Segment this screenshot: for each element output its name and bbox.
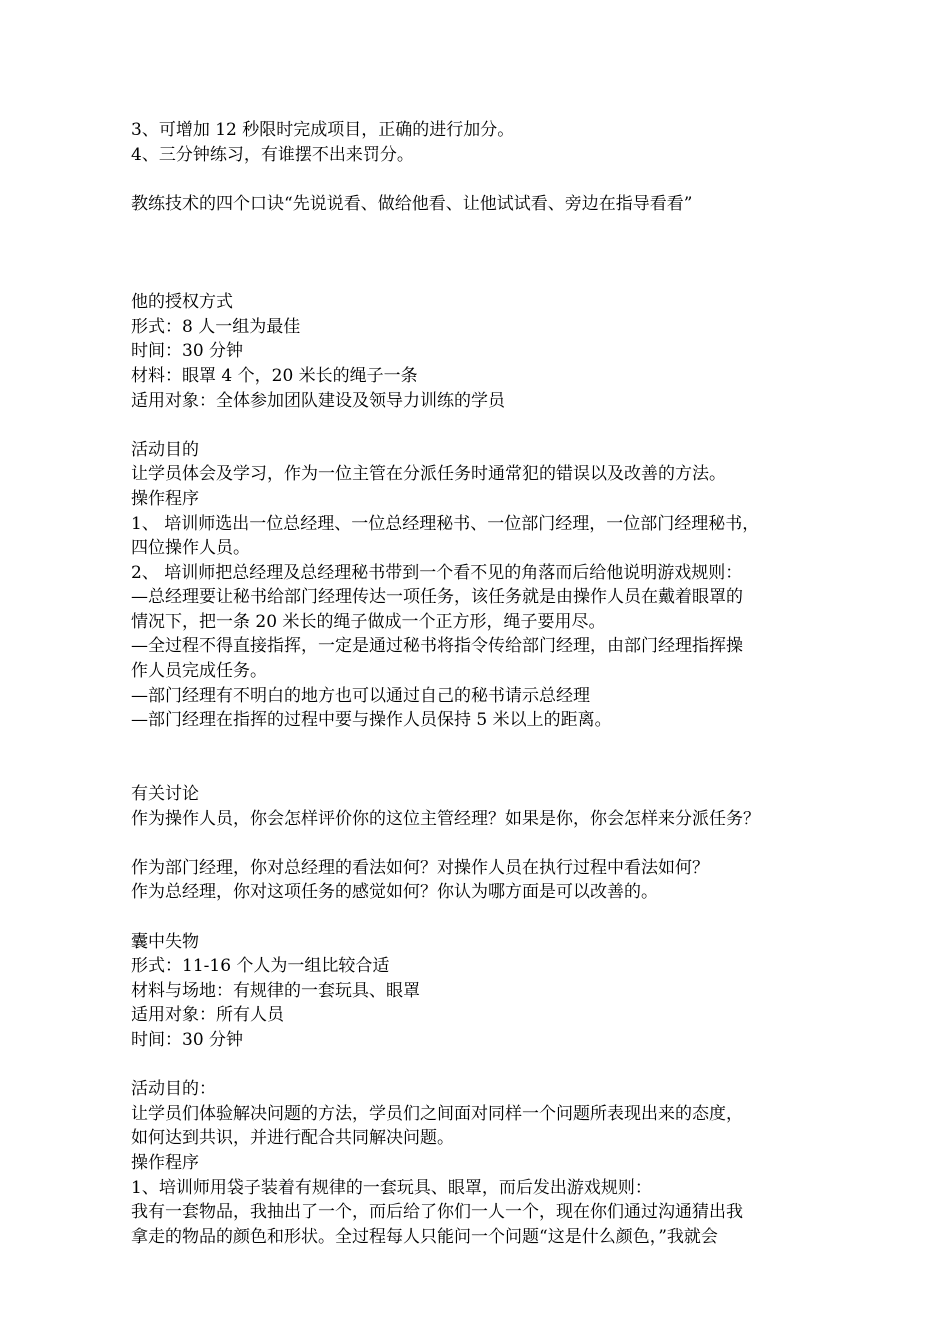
rule: —部门经理在指挥的过程中要与操作人员保持 5 米以上的距离。 xyxy=(131,710,612,731)
time: 时间：30 分钟 xyxy=(131,1029,244,1050)
form: 形式：8 人一组为最佳 xyxy=(131,316,301,337)
coaching-tips: 教练技术的四个口诀“先说说看、做给他看、让他试试看、旁边在指导看看” xyxy=(131,193,693,214)
blank-line xyxy=(131,241,836,266)
heading: 操作程序 xyxy=(131,488,199,509)
blank-line xyxy=(131,216,836,241)
document-body xyxy=(131,118,836,1249)
rule-3: 3、可增加 12 秒限时完成项目，正确的进行加分。 xyxy=(131,120,515,140)
audience: 适用对象：所有人员 xyxy=(131,1005,284,1026)
question: 作为总经理，你对这项任务的感觉如何？你认为哪方面是可以改善的。 xyxy=(131,882,658,903)
step-1: 1、培训师用袋子装着有规律的一套玩具、眼罩，而后发出游戏规则： xyxy=(131,1177,652,1198)
heading: 活动目的： xyxy=(131,1079,216,1100)
blank-line xyxy=(131,266,836,291)
blank-line xyxy=(131,831,836,856)
step-2: 2、 培训师把总经理及总经理秘书带到一个看不见的角落而后给他说明游戏规则： xyxy=(131,562,743,583)
form: 形式：11-16 个人为一组比较合适 xyxy=(131,956,390,977)
rule-4: 4、三分钟练习，有谁摆不出来罚分。 xyxy=(131,144,414,165)
materials: 材料与场地：有规律的一套玩具、眼罩 xyxy=(131,980,420,1001)
rule: —全过程不得直接指挥，一定是通过秘书将指令传给部门经理，由部门经理指挥操 xyxy=(131,636,743,657)
paragraph: 让学员们体验解决问题的方法，学员们之间面对同样一个问题所表现出来的态度， xyxy=(131,1103,743,1124)
question: 作为部门经理，你对总经理的看法如何？对操作人员在执行过程中看法如何？ xyxy=(131,857,709,878)
audience: 适用对象：全体参加团队建设及领导力训练的学员 xyxy=(131,390,505,411)
paragraph-cont: 拿走的物品的颜色和形状。全过程每人只能问一个问题“这是什么颜色，”我就会 xyxy=(131,1226,718,1247)
rule: —部门经理有不明白的地方也可以通过自己的秘书请示总经理 xyxy=(131,685,590,706)
question: 作为操作人员，你会怎样评价你的这位主管经理？如果是你，你会怎样来分派任务？ xyxy=(131,808,760,829)
heading: 有关讨论 xyxy=(131,784,199,805)
blank-line xyxy=(131,167,836,192)
heading: 活动目的 xyxy=(131,439,199,460)
paragraph-cont: 如何达到共识，并进行配合共同解决问题。 xyxy=(131,1128,454,1149)
heading: 操作程序 xyxy=(131,1152,199,1173)
step-1-cont: 四位操作人员。 xyxy=(131,538,250,559)
paragraph: 让学员体会及学习，作为一位主管在分派任务时通常犯的错误以及改善的方法。 xyxy=(131,464,726,485)
section-title: 他的授权方式 xyxy=(131,292,233,313)
rule-cont: 作人员完成任务。 xyxy=(131,661,267,682)
blank-line xyxy=(131,733,836,758)
time: 时间：30 分钟 xyxy=(131,341,244,362)
rule: —总经理要让秘书给部门经理传达一项任务，该任务就是由操作人员在戴着眼罩的 xyxy=(131,587,743,608)
blank-line xyxy=(131,757,836,782)
materials: 材料：眼罩 4 个，20 米长的绳子一条 xyxy=(131,365,418,386)
blank-line xyxy=(131,413,836,438)
step-1: 1、 培训师选出一位总经理、一位总经理秘书、一位部门经理，一位部门经理秘书， xyxy=(131,513,760,534)
section-title: 囊中失物 xyxy=(131,931,199,952)
blank-line xyxy=(131,905,836,930)
rule-cont: 情况下，把一条 20 米长的绳子做成一个正方形，绳子要用尽。 xyxy=(131,611,606,632)
blank-line xyxy=(131,1053,836,1078)
paragraph: 我有一套物品，我抽出了一个，而后给了你们一人一个，现在你们通过沟通猜出我 xyxy=(131,1202,743,1223)
